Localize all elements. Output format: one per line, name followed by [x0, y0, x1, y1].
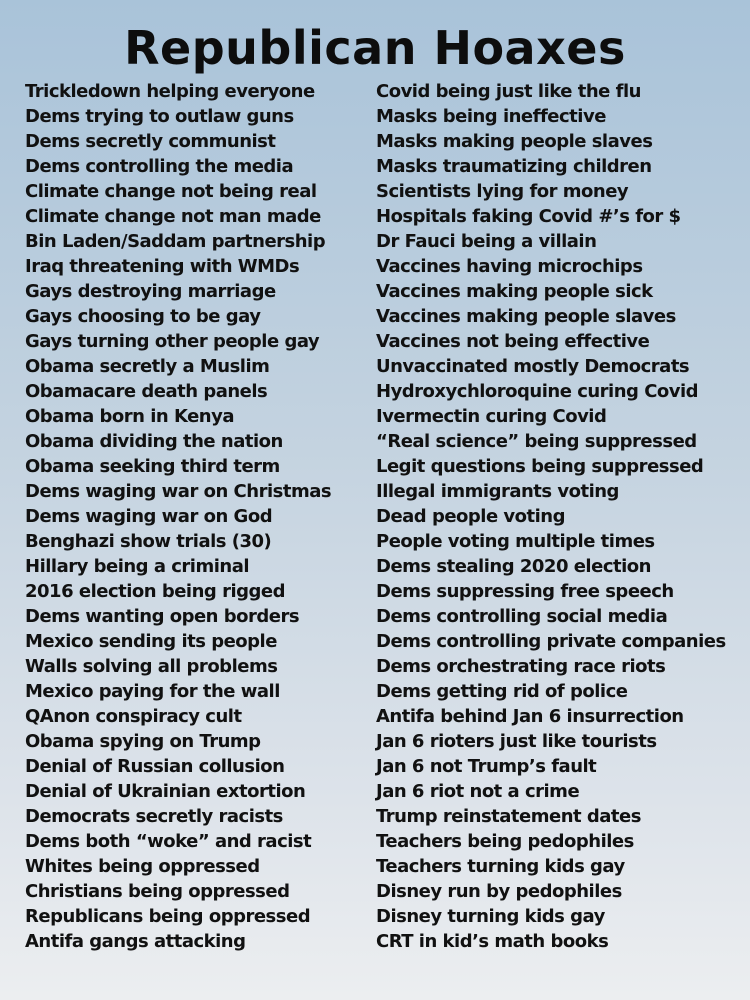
list-item: Denial of Russian collusion — [25, 756, 285, 777]
list-item: Masks being ineffective — [376, 106, 606, 127]
list-item: Hillary being a criminal — [25, 556, 250, 577]
list-item: Climate change not man made — [25, 206, 321, 227]
list-item: Masks traumatizing children — [376, 156, 652, 177]
list-item: Teachers turning kids gay — [376, 856, 625, 877]
list-item: Gays turning other people gay — [25, 331, 320, 352]
list-item: Covid being just like the flu — [376, 81, 641, 102]
list-item: People voting multiple times — [376, 531, 655, 552]
list-item: Mexico paying for the wall — [25, 681, 280, 702]
list-item: Obama spying on Trump — [25, 731, 261, 752]
list-item: Dems orchestrating race riots — [376, 656, 666, 677]
list-item: Dems controlling the media — [25, 156, 294, 177]
list-item: Gays destroying marriage — [25, 281, 276, 302]
left-column-list — [25, 79, 370, 954]
list-item: QAnon conspiracy cult — [25, 706, 242, 727]
list-item: Hydroxychloroquine curing Covid — [376, 381, 699, 402]
list-item: Legit questions being suppressed — [376, 456, 704, 477]
list-item: Vaccines having microchips — [376, 256, 643, 277]
list-item: Dems waging war on Christmas — [25, 481, 332, 502]
list-item: Vaccines making people slaves — [376, 306, 676, 327]
page-title: Republican Hoaxes — [124, 21, 626, 75]
list-item: Benghazi show trials (30) — [25, 531, 272, 552]
list-item: Jan 6 rioters just like tourists — [376, 731, 657, 752]
list-item: Vaccines not being effective — [376, 331, 650, 352]
list-item: Whites being oppressed — [25, 856, 260, 877]
list-item: Jan 6 riot not a crime — [376, 781, 580, 802]
list-item: Antifa gangs attacking — [25, 931, 246, 952]
list-item: Disney run by pedophiles — [376, 881, 622, 902]
list-item: Dems waging war on God — [25, 506, 273, 527]
list-item: Jan 6 not Trump’s fault — [376, 756, 597, 777]
list-item: Illegal immigrants voting — [376, 481, 619, 502]
list-item: Dems stealing 2020 election — [376, 556, 651, 577]
list-item: Climate change not being real — [25, 181, 317, 202]
list-item: Dems secretly communist — [25, 131, 276, 152]
list-item: “Real science” being suppressed — [376, 431, 697, 452]
list-item: Trickledown helping everyone — [25, 81, 315, 102]
list-item: Dems controlling private companies — [376, 631, 726, 652]
list-item: Dems getting rid of police — [376, 681, 628, 702]
list-item: Dems trying to outlaw guns — [25, 106, 294, 127]
list-item: 2016 election being rigged — [25, 581, 285, 602]
list-item: Walls solving all problems — [25, 656, 278, 677]
list-item: Ivermectin curing Covid — [376, 406, 607, 427]
list-item: Dems suppressing free speech — [376, 581, 674, 602]
list-item: Bin Laden/Saddam partnership — [25, 231, 326, 252]
list-item: Vaccines making people sick — [376, 281, 653, 302]
list-item: Scientists lying for money — [376, 181, 629, 202]
list-item: Hospitals faking Covid #’s for $ — [376, 206, 681, 227]
list-item: Masks making people slaves — [376, 131, 653, 152]
list-item: Dead people voting — [376, 506, 566, 527]
list-item: Trump reinstatement dates — [376, 806, 641, 827]
list-item: Christians being oppressed — [25, 881, 290, 902]
list-item: Obamacare death panels — [25, 381, 268, 402]
list-item: Dems both “woke” and racist — [25, 831, 312, 852]
list-item: Mexico sending its people — [25, 631, 277, 652]
list-item: Obama secretly a Muslim — [25, 356, 270, 377]
list-item: Disney turning kids gay — [376, 906, 605, 927]
list-item: Democrats secretly racists — [25, 806, 283, 827]
list-item: Obama seeking third term — [25, 456, 280, 477]
list-item: Gays choosing to be gay — [25, 306, 261, 327]
list-item: Iraq threatening with WMDs — [25, 256, 300, 277]
list-item: Dems controlling social media — [376, 606, 668, 627]
list-item: Dems wanting open borders — [25, 606, 300, 627]
list-item: Teachers being pedophiles — [376, 831, 634, 852]
list-item: Denial of Ukrainian extortion — [25, 781, 306, 802]
list-item: Obama born in Kenya — [25, 406, 234, 427]
list-item: CRT in kid’s math books — [376, 931, 609, 952]
list-item: Dr Fauci being a villain — [376, 231, 597, 252]
list-item: Unvaccinated mostly Democrats — [376, 356, 690, 377]
list-item: Obama dividing the nation — [25, 431, 283, 452]
list-item: Antifa behind Jan 6 insurrection — [376, 706, 684, 727]
right-column-list — [376, 79, 748, 954]
list-item: Republicans being oppressed — [25, 906, 311, 927]
